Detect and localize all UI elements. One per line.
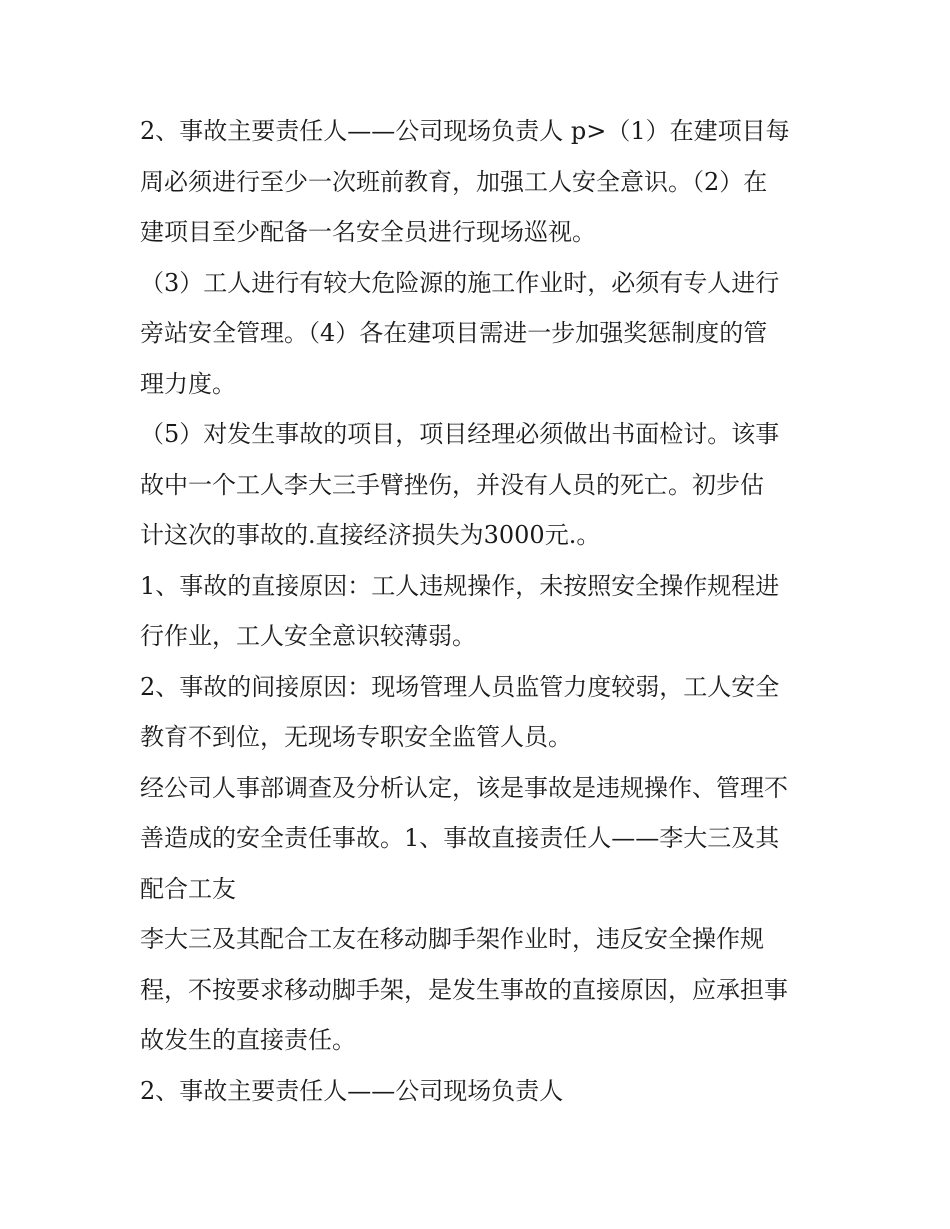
text-line: （3）工人进行有较大危险源的施工作业时，必须有专人进行: [140, 268, 780, 297]
text-line: 配合工友: [140, 874, 236, 903]
text-line: 程，不按要求移动脚手架，是发生事故的直接原因，应承担事: [140, 975, 788, 1004]
text-line: 1、事故的直接原因：工人违规操作，未按照安全操作规程进: [140, 571, 780, 600]
text-line: 教育不到位，无现场专职安全监管人员。: [140, 723, 572, 751]
text-line: 计这次的事故的.直接经济损失为3000元.。: [140, 521, 601, 549]
text-line: 行作业，工人安全意识较薄弱。: [140, 622, 476, 650]
text-line: 故发生的直接责任。: [140, 1026, 356, 1054]
text-line: 李大三及其配合工友在移动脚手架作业时，违反安全操作规: [140, 925, 764, 953]
text-line: 2、事故主要责任人——公司现场负责人 p>（1）在建项目每: [140, 117, 790, 145]
text-line: 2、事故的间接原因：现场管理人员监管力度较弱，工人安全: [140, 672, 780, 701]
text-line: 善造成的安全责任事故。1、事故直接责任人——李大三及其: [140, 824, 780, 852]
text-line: 经公司人事部调查及分析认定，该是事故是违规操作、管理不: [140, 773, 788, 802]
text-line: （5）对发生事故的项目，项目经理必须做出书面检讨。该事: [140, 420, 780, 448]
text-line: 2、事故主要责任人——公司现场负责人: [140, 1076, 564, 1105]
document-body: [140, 106, 820, 1116]
text-line: 故中一个工人李大三手臂挫伤，并没有人员的死亡。初步估: [140, 470, 764, 499]
text-line: 旁站安全管理。（4）各在建项目需进一步加强奖惩制度的管: [140, 319, 768, 347]
text-line: 建项目至少配备一名安全员进行现场巡视。: [140, 218, 596, 246]
text-line: 理力度。: [140, 369, 236, 398]
text-line: 周必须进行至少一次班前教育，加强工人安全意识。（2）在: [140, 167, 768, 196]
